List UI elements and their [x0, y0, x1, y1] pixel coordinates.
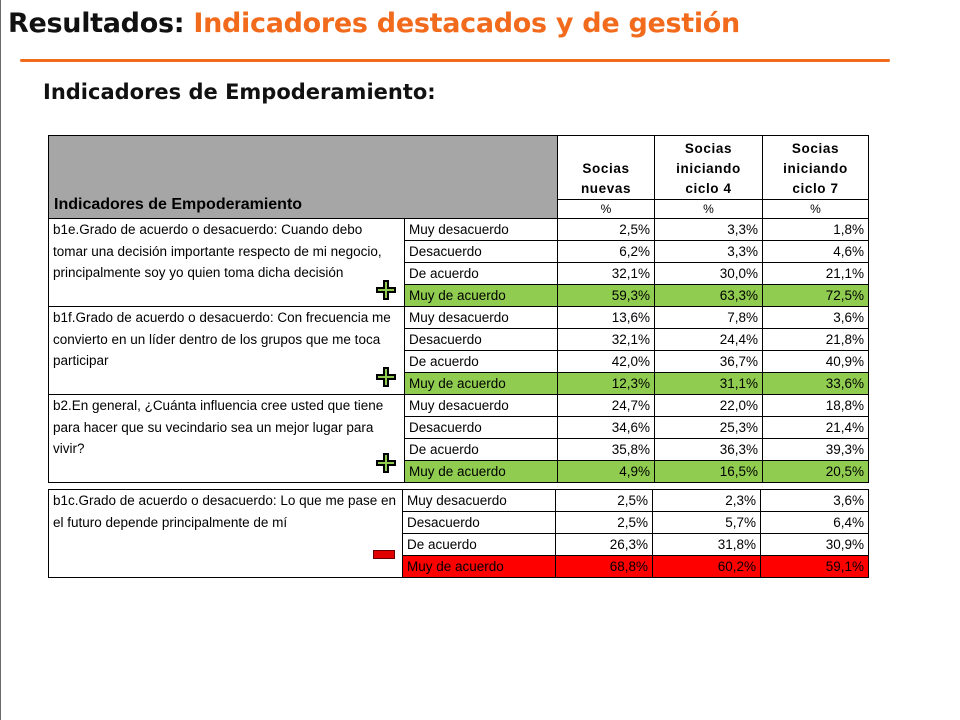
unit-col1: % — [558, 200, 655, 219]
value-cell: 4,9% — [558, 461, 655, 483]
value-cell: 12,3% — [558, 373, 655, 395]
option-label: Muy de acuerdo — [405, 285, 558, 307]
option-label: De acuerdo — [405, 263, 558, 285]
value-cell: 59,3% — [558, 285, 655, 307]
col1-line2: Socias — [582, 161, 630, 176]
col2-line1: Socias — [684, 141, 733, 156]
col2-line2: iniciando — [676, 161, 741, 176]
value-cell: 31,8% — [653, 534, 761, 556]
value-cell: 21,1% — [763, 263, 869, 285]
option-label: Muy desacuerdo — [405, 219, 558, 241]
value-cell: 5,7% — [653, 512, 761, 534]
value-cell: 36,7% — [655, 351, 763, 373]
value-cell: 3,6% — [763, 307, 869, 329]
value-cell: 25,3% — [655, 417, 763, 439]
value-cell: 22,0% — [655, 395, 763, 417]
minus-icon — [373, 550, 395, 559]
question-text: b1c.Grado de acuerdo o desacuerdo: Lo que me pase en el futuro depende principalmente de mí — [53, 493, 396, 530]
value-cell: 13,6% — [558, 307, 655, 329]
value-cell: 2,5% — [556, 490, 653, 512]
option-label: Muy desacuerdo — [405, 395, 558, 417]
value-cell: 21,4% — [763, 417, 869, 439]
value-cell: 40,9% — [763, 351, 869, 373]
option-label: De acuerdo — [403, 534, 556, 556]
value-cell: 30,9% — [761, 534, 869, 556]
value-cell: 3,3% — [655, 219, 763, 241]
value-cell: 33,6% — [763, 373, 869, 395]
option-label: Muy de acuerdo — [405, 373, 558, 395]
value-cell: 60,2% — [653, 556, 761, 578]
col3-line3: ciclo 7 — [792, 181, 839, 196]
option-label: Desacuerdo — [405, 417, 558, 439]
value-cell: 24,4% — [655, 329, 763, 351]
value-cell: 18,8% — [763, 395, 869, 417]
title-highlight: Indicadores destacados y de gestión — [193, 8, 740, 39]
option-label: Muy desacuerdo — [403, 490, 556, 512]
value-cell: 2,5% — [556, 512, 653, 534]
value-cell: 39,3% — [763, 439, 869, 461]
option-label: Muy de acuerdo — [403, 556, 556, 578]
unit-col2: % — [655, 200, 763, 219]
b1c-indicator-table — [48, 489, 869, 578]
empowerment-indicators-table — [48, 135, 869, 483]
value-cell: 32,1% — [558, 329, 655, 351]
option-label: De acuerdo — [405, 351, 558, 373]
value-cell: 59,1% — [761, 556, 869, 578]
column-header-ciclo-4 — [655, 136, 763, 200]
question-b1f — [49, 307, 405, 395]
table-header-label — [49, 136, 558, 219]
value-cell: 21,8% — [763, 329, 869, 351]
question-text: b2.En general, ¿Cuánta influencia cree usted que tiene para hacer que su vecindario sea un mejor lugar para vivir? — [53, 398, 384, 456]
value-cell: 2,3% — [653, 490, 761, 512]
question-b2 — [49, 395, 405, 483]
slide-title — [8, 8, 740, 39]
value-cell: 26,3% — [556, 534, 653, 556]
plus-icon — [376, 280, 396, 300]
table-row — [49, 395, 869, 417]
value-cell: 36,3% — [655, 439, 763, 461]
title-underline — [20, 59, 890, 62]
option-label: De acuerdo — [405, 439, 558, 461]
value-cell: 30,0% — [655, 263, 763, 285]
option-label: Desacuerdo — [403, 512, 556, 534]
option-label: Desacuerdo — [405, 329, 558, 351]
value-cell: 31,1% — [655, 373, 763, 395]
col1-line3: nuevas — [580, 181, 632, 196]
value-cell: 16,5% — [655, 461, 763, 483]
plus-icon — [376, 453, 396, 473]
col3-line2: iniciando — [783, 161, 848, 176]
col2-line3: ciclo 4 — [685, 181, 732, 196]
unit-col3: % — [763, 200, 869, 219]
value-cell: 6,4% — [761, 512, 869, 534]
column-header-socias-nuevas — [558, 136, 655, 200]
value-cell: 68,8% — [556, 556, 653, 578]
col3-line1: Socias — [791, 141, 840, 156]
plus-icon — [376, 367, 396, 387]
value-cell: 24,7% — [558, 395, 655, 417]
value-cell: 63,3% — [655, 285, 763, 307]
value-cell: 35,8% — [558, 439, 655, 461]
option-label: Muy de acuerdo — [405, 461, 558, 483]
slide-left-border — [0, 0, 1, 720]
value-cell: 72,5% — [763, 285, 869, 307]
value-cell: 1,8% — [763, 219, 869, 241]
value-cell: 7,8% — [655, 307, 763, 329]
table-row — [49, 219, 869, 241]
option-label: Desacuerdo — [405, 241, 558, 263]
value-cell: 34,6% — [558, 417, 655, 439]
table-row — [49, 307, 869, 329]
column-header-ciclo-7 — [763, 136, 869, 200]
value-cell: 3,6% — [761, 490, 869, 512]
value-cell: 3,3% — [655, 241, 763, 263]
value-cell: 2,5% — [558, 219, 655, 241]
value-cell: 6,2% — [558, 241, 655, 263]
option-label: Muy desacuerdo — [405, 307, 558, 329]
table-row — [49, 490, 869, 512]
value-cell: 42,0% — [558, 351, 655, 373]
value-cell: 20,5% — [763, 461, 869, 483]
value-cell: 32,1% — [558, 263, 655, 285]
question-b1c — [49, 490, 403, 578]
question-text: b1f.Grado de acuerdo o desacuerdo: Con frecuencia me convierto en un líder dentro de los grupos que me toca participar — [53, 310, 391, 368]
table-header-text: Indicadores de Empoderamiento — [54, 196, 303, 213]
question-text: b1e.Grado de acuerdo o desacuerdo: Cuando debo tomar una decisión importante respecto de mi negocio, principalmente soy yo quien toma dicha decisión — [53, 222, 382, 280]
question-b1e — [49, 219, 405, 307]
title-prefix: Resultados: — [8, 8, 185, 39]
section-subtitle: Indicadores de Empoderamiento: — [43, 80, 436, 104]
value-cell: 4,6% — [763, 241, 869, 263]
